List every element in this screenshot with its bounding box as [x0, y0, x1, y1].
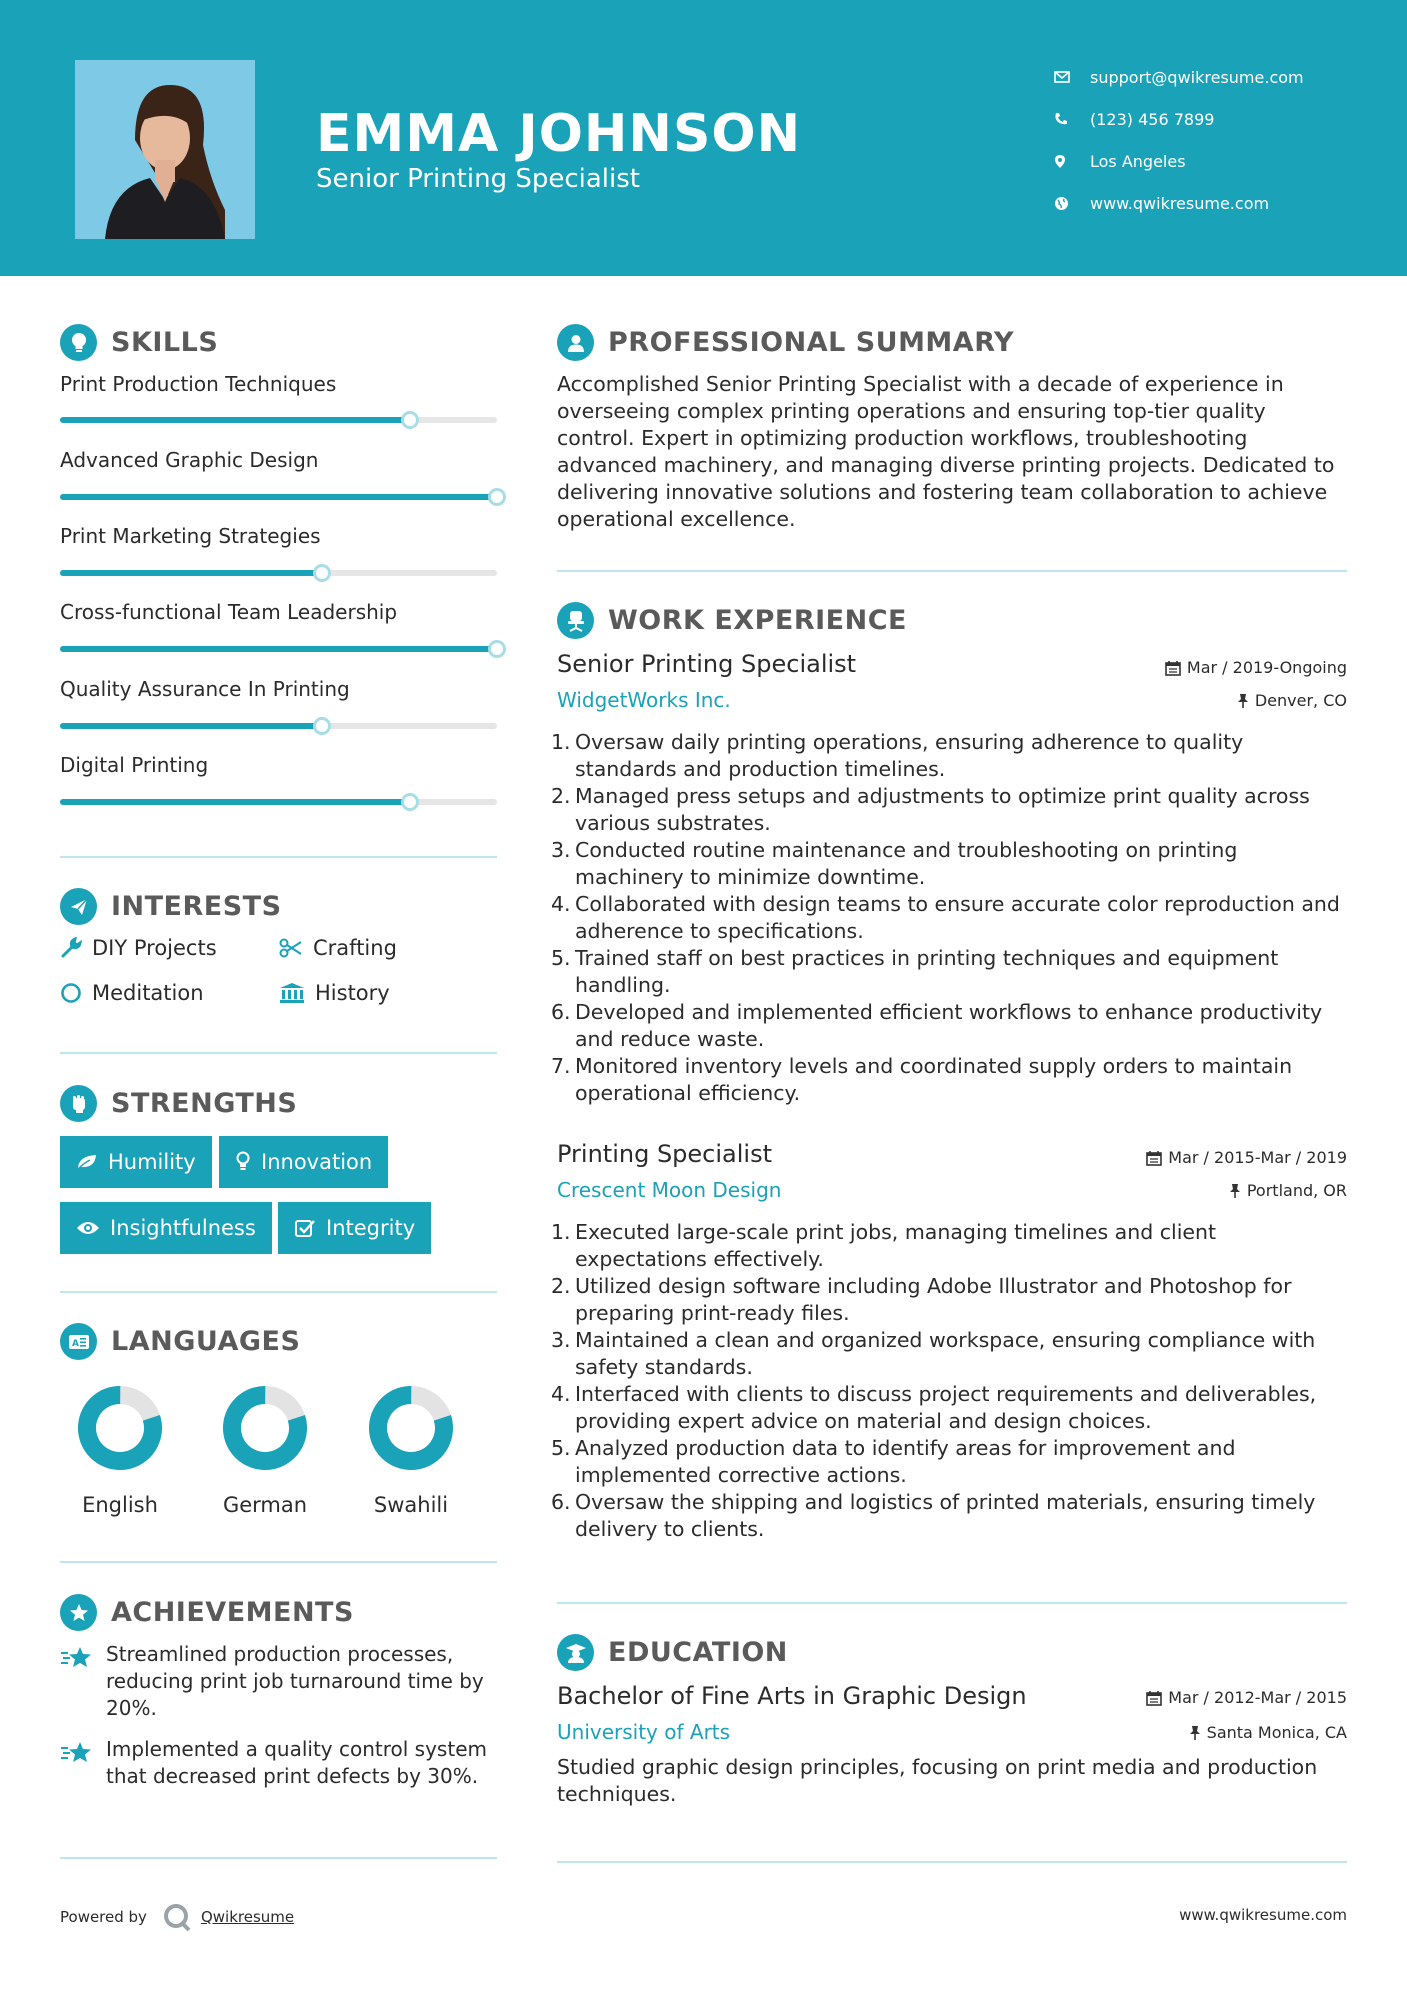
list-item: 6. Developed and implemented efficient workflows to enhance productivity and reduce waste. — [551, 1000, 1323, 1051]
duty-text: Oversaw the shipping and logistics of printed materials, ensuring timely delivery to clients. — [575, 1490, 1316, 1541]
job-company: Crescent Moon Design — [557, 1178, 782, 1202]
job-location — [1229, 1181, 1347, 1200]
list-item: 4. Interfaced with clients to discuss project requirements and deliverables, providing expert advice on material and design choices. — [551, 1382, 1317, 1433]
interest-label: History — [315, 981, 390, 1005]
wrench-icon — [60, 937, 82, 959]
pushpin-icon — [1237, 693, 1249, 709]
skill-bar-knob — [313, 717, 331, 735]
duty-text: Conducted routine maintenance and troubleshooting on printing machinery to minimize downtime. — [575, 838, 1238, 889]
lightbulb-icon — [235, 1151, 251, 1173]
skill-bar-knob — [313, 564, 331, 582]
strength-label: Innovation — [261, 1150, 373, 1174]
list-item: 3. Conducted routine maintenance and troubleshooting on printing machinery to minimize downtime. — [551, 838, 1238, 889]
contact-email[interactable] — [1054, 56, 1304, 98]
strengths-title: STRENGTHS — [111, 1088, 298, 1119]
job-location-text: Denver, CO — [1254, 691, 1347, 710]
skill-label: Advanced Graphic Design — [60, 448, 319, 472]
powered-by-label: Powered by — [60, 1908, 147, 1926]
contact-phone[interactable] — [1054, 98, 1304, 140]
summary-title: PROFESSIONAL SUMMARY — [608, 327, 1015, 358]
job-location — [1237, 691, 1347, 710]
phone-icon — [1054, 112, 1090, 126]
skill-bar-knob — [401, 793, 419, 811]
language-icon — [60, 1323, 97, 1360]
skill-bar-knob — [488, 640, 506, 658]
duty-text: Managed press setups and adjustments to optimize print quality across various substrates. — [575, 784, 1310, 835]
languages-title: LANGUAGES — [111, 1326, 301, 1357]
candidate-name: EMMA JOHNSON — [316, 104, 802, 164]
office-chair-icon — [557, 602, 594, 639]
leaf-icon — [76, 1153, 98, 1171]
contact-phone-text: (123) 456 7899 — [1090, 109, 1215, 129]
job-dates-text: Mar / 2015-Mar / 2019 — [1168, 1148, 1347, 1167]
skill-bar-fill — [60, 646, 497, 652]
education-location-text: Santa Monica, CA — [1206, 1723, 1347, 1742]
skills-title: SKILLS — [111, 327, 219, 358]
job-company: WidgetWorks Inc. — [557, 688, 731, 712]
job-title: Senior Printing Specialist — [557, 650, 857, 678]
duty-text: Trained staff on best practices in printing techniques and equipment handling. — [575, 946, 1279, 997]
skill-bar — [60, 646, 497, 652]
list-item: 1. Oversaw daily printing operations, ensuring adherence to quality standards and production timelines. — [551, 730, 1244, 781]
lightbulb-icon — [60, 324, 97, 361]
user-icon — [557, 324, 594, 361]
education-heading — [557, 1634, 788, 1671]
duty-text: Collaborated with design teams to ensure accurate color reproduction and adherence to specifications. — [575, 892, 1340, 943]
strength-tag — [60, 1202, 272, 1254]
achievement-item — [60, 1736, 500, 1790]
skill-bar-fill — [60, 417, 410, 423]
skill-bar-fill — [60, 799, 410, 805]
interest-label: Meditation — [92, 981, 204, 1005]
list-item: 3. Maintained a clean and organized workspace, ensuring compliance with safety standards. — [551, 1328, 1316, 1379]
profile-photo — [75, 60, 255, 239]
list-item: 7. Monitored inventory levels and coordinated supply orders to maintain operational efficiency. — [551, 1054, 1293, 1105]
interest-label: DIY Projects — [92, 936, 217, 960]
skill-bar — [60, 799, 497, 805]
paper-plane-icon — [60, 888, 97, 925]
interest-item — [279, 936, 397, 960]
calendar-icon — [1165, 660, 1181, 676]
list-item: 4. Collaborated with design teams to ensure accurate color reproduction and adherence to specifications. — [551, 892, 1340, 943]
strength-label: Insightfulness — [110, 1216, 256, 1240]
duty-text: Developed and implemented efficient workflows to enhance productivity and reduce waste. — [575, 1000, 1323, 1051]
skill-label: Cross-functional Team Leadership — [60, 600, 398, 624]
skill-bar-fill — [60, 723, 322, 729]
strength-label: Integrity — [326, 1216, 416, 1240]
section-divider — [557, 1602, 1347, 1604]
checkbox-icon — [294, 1218, 316, 1238]
education-title: EDUCATION — [608, 1637, 788, 1668]
map-pin-icon — [1054, 154, 1090, 169]
interests-heading — [60, 888, 282, 925]
experience-title: WORK EXPERIENCE — [608, 605, 907, 636]
interests-title: INTERESTS — [111, 891, 282, 922]
job-duties — [551, 1219, 1347, 1543]
circle-icon — [60, 982, 82, 1004]
star-icon — [60, 1740, 94, 1766]
education-location — [1189, 1723, 1347, 1742]
contact-email-text: support@qwikresume.com — [1090, 67, 1304, 87]
duty-text: Oversaw daily printing operations, ensuring adherence to quality standards and production timelines. — [575, 730, 1244, 781]
star-badge-icon — [60, 1594, 97, 1631]
section-divider — [60, 1857, 497, 1859]
list-item: 5. Analyzed production data to identify areas for improvement and implemented corrective actions. — [551, 1436, 1236, 1487]
strengths-heading — [60, 1085, 297, 1122]
language-donut — [77, 1385, 163, 1471]
skill-bar — [60, 723, 497, 729]
strength-tag — [60, 1136, 212, 1188]
education-degree: Bachelor of Fine Arts in Graphic Design — [557, 1682, 1027, 1710]
calendar-icon — [1146, 1690, 1162, 1706]
job-duties — [551, 729, 1347, 1107]
svg-text:A: A — [71, 1338, 79, 1349]
language-item — [205, 1385, 325, 1517]
candidate-role: Senior Printing Specialist — [316, 164, 640, 194]
list-item: 2. Managed press setups and adjustments to optimize print quality across various substrates. — [551, 784, 1310, 835]
header-banner — [0, 0, 1407, 276]
interest-item — [60, 981, 204, 1005]
section-divider — [60, 1052, 497, 1054]
duty-text: Monitored inventory levels and coordinated supply orders to maintain operational efficiency. — [575, 1054, 1293, 1105]
language-label: English — [82, 1493, 158, 1517]
job-dates — [1165, 658, 1347, 677]
skills-heading — [60, 324, 218, 361]
calendar-icon — [1146, 1150, 1162, 1166]
education-school: University of Arts — [557, 1720, 731, 1744]
skill-bar-knob — [401, 411, 419, 429]
summary-heading — [557, 324, 1014, 361]
skill-bar — [60, 494, 497, 500]
star-icon — [60, 1645, 94, 1671]
strength-tag — [278, 1202, 431, 1254]
skill-bar-fill — [60, 570, 322, 576]
contact-location-text: Los Angeles — [1090, 151, 1186, 171]
skill-label: Quality Assurance In Printing — [60, 677, 350, 701]
fist-icon — [60, 1085, 97, 1122]
skill-bar — [60, 417, 497, 423]
achievement-text: Streamlined production processes, reducing print job turnaround time by 20%. — [106, 1642, 484, 1720]
list-item: 2. Utilized design software including Adobe Illustrator and Photoshop for preparing print-ready files. — [551, 1274, 1292, 1325]
section-divider — [60, 1561, 497, 1563]
strength-label: Humility — [108, 1150, 196, 1174]
duty-text: Maintained a clean and organized workspace, ensuring compliance with safety standards. — [575, 1328, 1316, 1379]
job-dates — [1146, 1148, 1347, 1167]
strength-tag — [219, 1136, 388, 1188]
section-divider — [557, 570, 1347, 572]
globe-icon — [1054, 196, 1090, 211]
qwikresume-logo-icon — [161, 1902, 193, 1932]
section-divider — [60, 856, 497, 858]
skill-label: Print Production Techniques — [60, 372, 337, 396]
graduate-icon — [557, 1634, 594, 1671]
skill-label: Digital Printing — [60, 753, 209, 777]
achievement-item — [60, 1641, 500, 1722]
duty-text: Analyzed production data to identify areas for improvement and implemented corrective actions. — [575, 1436, 1236, 1487]
job-dates-text: Mar / 2019-Ongoing — [1186, 658, 1347, 677]
eye-icon — [76, 1220, 100, 1236]
achievement-text: Implemented a quality control system that decreased print defects by 30%. — [106, 1737, 487, 1788]
contact-website-text: www.qwikresume.com — [1090, 193, 1270, 213]
pushpin-icon — [1189, 1725, 1201, 1741]
museum-icon — [279, 982, 305, 1004]
scissors-icon — [279, 938, 303, 958]
education-dates-text: Mar / 2012-Mar / 2015 — [1168, 1688, 1347, 1707]
contact-location — [1054, 140, 1304, 182]
job-location-text: Portland, OR — [1246, 1181, 1347, 1200]
interest-item — [279, 981, 390, 1005]
language-donut — [368, 1385, 454, 1471]
interest-label: Crafting — [313, 936, 397, 960]
job-title: Printing Specialist — [557, 1140, 773, 1168]
language-item — [60, 1385, 180, 1517]
duty-text: Interfaced with clients to discuss project requirements and deliverables, providing expert advice on material and design choices. — [575, 1382, 1317, 1433]
section-divider — [557, 1861, 1347, 1863]
language-donut — [222, 1385, 308, 1471]
footer-website[interactable]: www.qwikresume.com — [1179, 1906, 1347, 1924]
language-item — [351, 1385, 471, 1517]
duty-text: Executed large-scale print jobs, managing timelines and client expectations effectively. — [575, 1220, 1217, 1271]
languages-heading — [60, 1323, 300, 1360]
duty-text: Utilized design software including Adobe Illustrator and Photoshop for preparing print-ready files. — [575, 1274, 1292, 1325]
interest-item — [60, 936, 217, 960]
list-item: 6. Oversaw the shipping and logistics of printed materials, ensuring timely delivery to clients. — [551, 1490, 1316, 1541]
pushpin-icon — [1229, 1183, 1241, 1199]
language-label: German — [222, 1493, 308, 1517]
footer-powered-by — [60, 1902, 294, 1932]
section-divider — [60, 1291, 497, 1293]
achievements-title: ACHIEVEMENTS — [111, 1597, 354, 1628]
skill-bar-knob — [488, 488, 506, 506]
summary-text: Accomplished Senior Printing Specialist with a decade of experience in overseeing complex printing operations and ensuring top-tier quality control. Expert in optimizing production workflows, troubleshooting advanced machinery, and managing diverse printing projects. Dedicated to delivering innovative solutions and fostering team collaboration to achieve operational excellence. — [557, 372, 1335, 531]
education-dates — [1146, 1688, 1347, 1707]
qwikresume-link[interactable]: Qwikresume — [200, 1908, 295, 1926]
list-item: 5. Trained staff on best practices in printing techniques and equipment handling. — [551, 946, 1279, 997]
skill-bar — [60, 570, 497, 576]
experience-heading — [557, 602, 907, 639]
contact-list — [1054, 56, 1304, 224]
language-label: Swahili — [373, 1493, 449, 1517]
envelope-icon — [1054, 71, 1090, 83]
achievements-heading — [60, 1594, 354, 1631]
contact-website[interactable] — [1054, 182, 1304, 224]
skill-bar-fill — [60, 494, 497, 500]
education-description: Studied graphic design principles, focusing on print media and production techniques. — [557, 1755, 1318, 1806]
list-item: 1. Executed large-scale print jobs, managing timelines and client expectations effectively. — [551, 1220, 1217, 1271]
skill-label: Print Marketing Strategies — [60, 524, 321, 548]
